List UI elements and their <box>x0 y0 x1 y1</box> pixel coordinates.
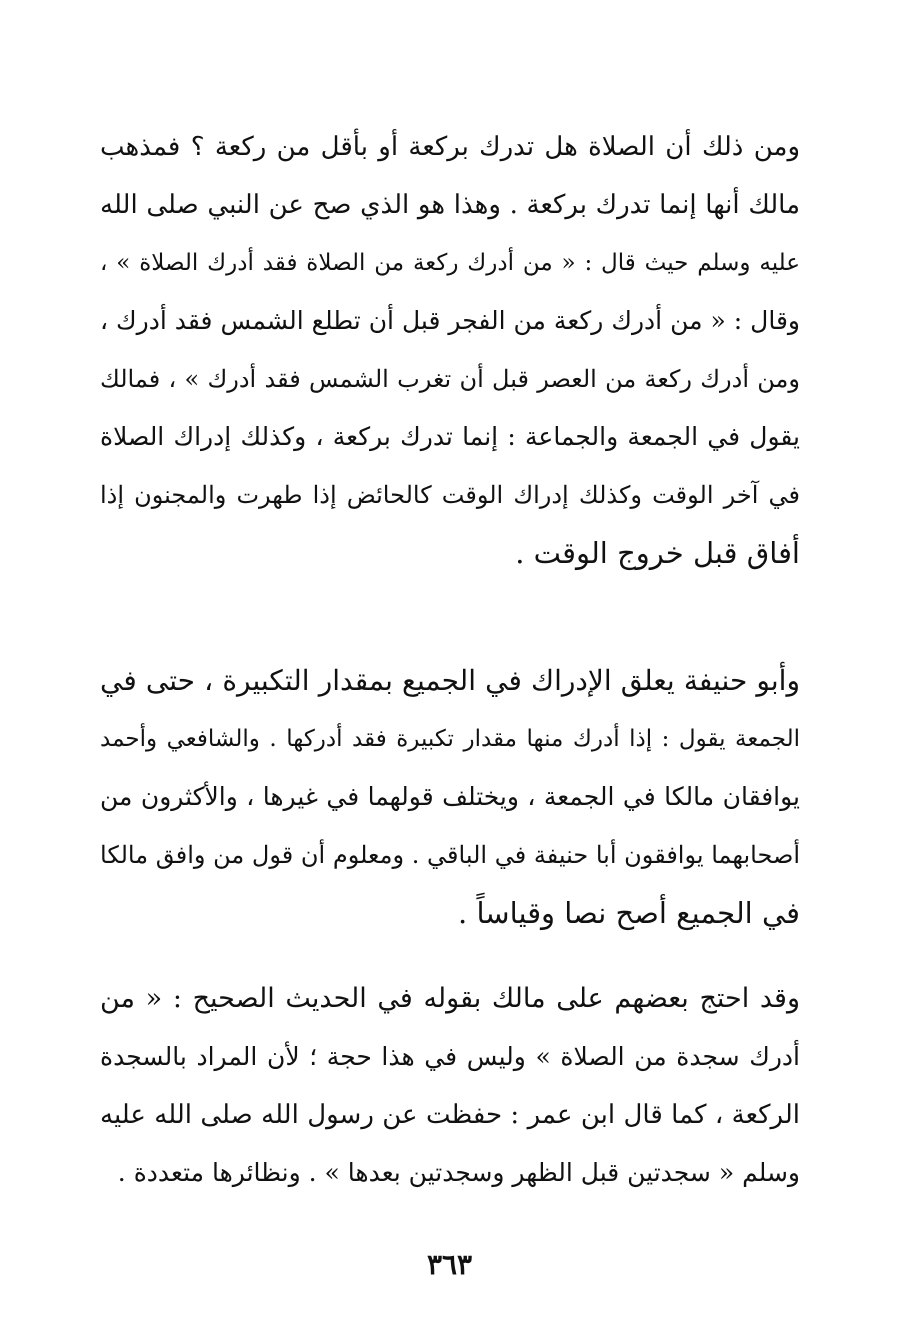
text-line: يوافقان مالكا في الجمعة ، ويختلف قولهما في غيرها ، والأكثرون من <box>100 782 800 811</box>
paragraph-3 <box>100 970 800 1202</box>
text-line: وأبو حنيفة يعلق الإدراك في الجميع بمقدار التكبيرة ، حتى في <box>100 664 800 697</box>
text-line: وسلم « سجدتين قبل الظهر وسجدتين بعدها » . ونظائرها متعددة . <box>117 1158 800 1187</box>
paragraph-2 <box>100 652 800 942</box>
text-line: أصحابهما يوافقون أبا حنيفة في الباقي . ومعلوم أن قول من وافق مالكا <box>100 841 800 869</box>
text-line: في الجميع أصح نصا وقياساً . <box>458 896 800 930</box>
text-line: ومن أدرك ركعة من العصر قبل أن تغرب الشمس فقد أدرك » ، فمالك <box>100 365 800 393</box>
text-line: عليه وسلم حيث قال : « من أدرك ركعة من الصلاة فقد أدرك الصلاة » ، <box>100 250 800 276</box>
text-line: وقال : « من أدرك ركعة من الفجر قبل أن تطلع الشمس فقد أدرك ، <box>100 306 800 335</box>
paragraph-1 <box>100 118 800 582</box>
text-line: أفاق قبل خروج الوقت . <box>515 536 800 570</box>
text-line: الركعة ، كما قال ابن عمر : حفظت عن رسول الله صلى الله عليه <box>100 1100 800 1130</box>
text-line: مالك أنها إنما تدرك بركعة . وهذا هو الذي صح عن النبي صلى الله <box>100 190 800 220</box>
text-line: الجمعة يقول : إذا أدرك منها مقدار تكبيرة فقد أدركها . والشافعي وأحمد <box>100 726 800 752</box>
text-line: في آخر الوقت وكذلك إدراك الوقت كالحائض إذا طهرت والمجنون إذا <box>100 481 800 509</box>
text-line: وقد احتج بعضهم على مالك بقوله في الحديث الصحيح : « من <box>100 983 800 1014</box>
text-line: ومن ذلك أن الصلاة هل تدرك بركعة أو بأقل من ركعة ؟ فمذهب <box>100 132 800 162</box>
text-line: يقول في الجمعة والجماعة : إنما تدرك بركعة ، وكذلك إدراك الصلاة <box>100 422 800 451</box>
page-number: ٣٦٣ <box>426 1248 473 1281</box>
text-line: أدرك سجدة من الصلاة » وليس في هذا حجة ؛ لأن المراد بالسجدة <box>100 1042 800 1071</box>
